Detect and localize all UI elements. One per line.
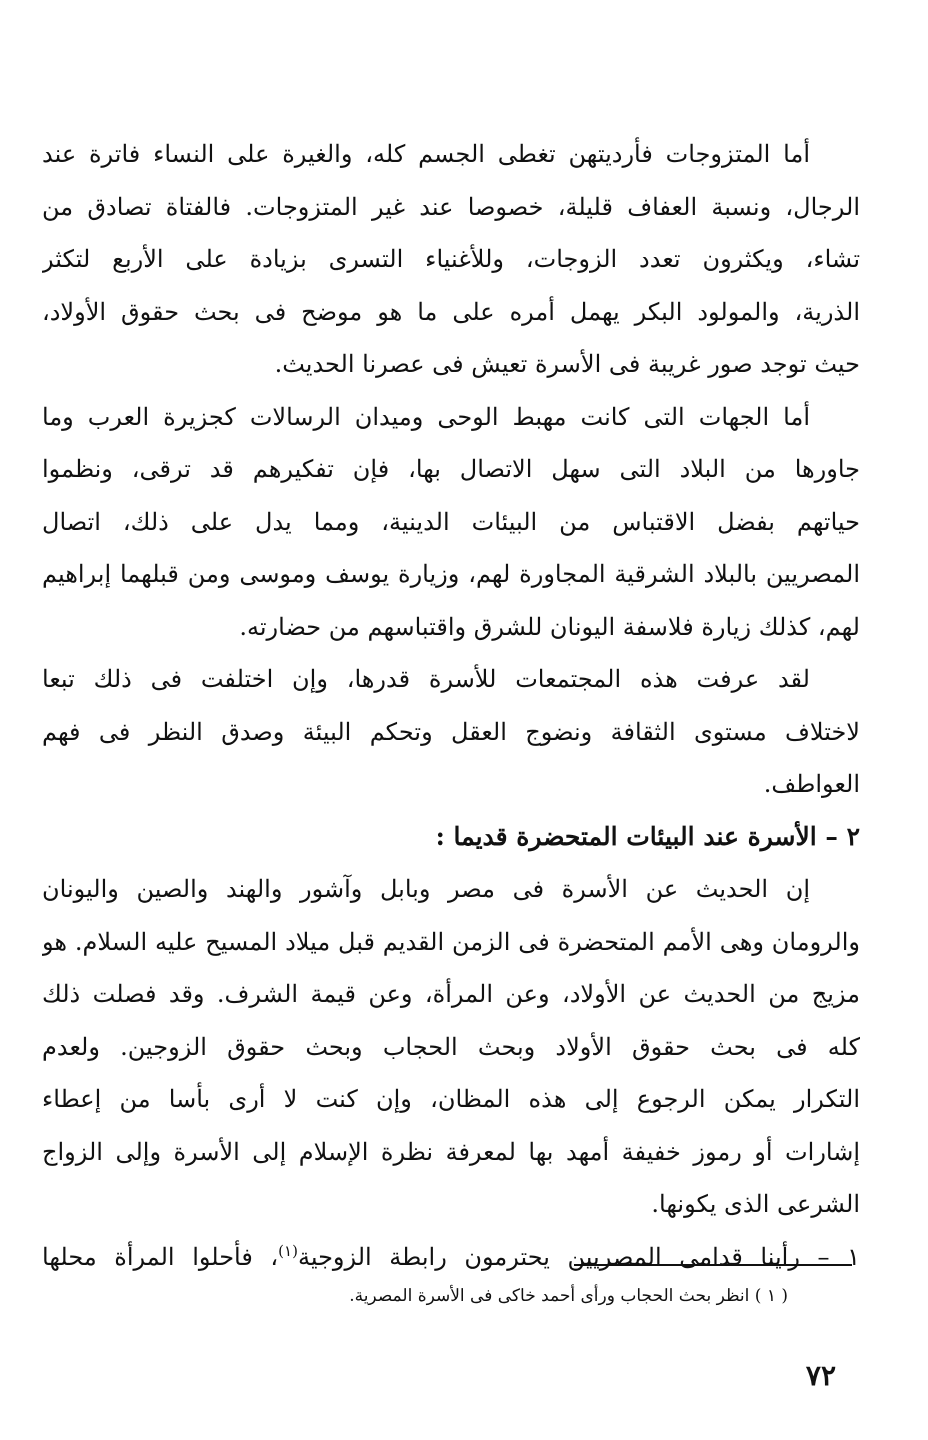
text-line: أما الجهات التى كانت مهبط الوحى وميدان الرسالات كجزيرة العرب وما — [42, 402, 810, 431]
text-line: العواطف. — [763, 770, 860, 798]
text-line: لهم، كذلك زيارة فلاسفة اليونان للشرق واقتباسهم من حضارته. — [239, 612, 860, 641]
text-line: أما المتزوجات فأرديتهن تغطى الجسم كله، والغيرة على النساء فاترة عند — [42, 140, 810, 168]
paragraph-2 — [42, 391, 860, 654]
text-line: والرومان وهى الأمم المتحضرة فى الزمن القديم قبل ميلاد المسيح عليه السلام. هو — [42, 927, 860, 956]
text-line: جاورها من البلاد التى سهل الاتصال بها، فإن تفكيرهم قد ترقى، ونظموا — [42, 455, 860, 483]
text-line: الرجال، ونسبة العفاف قليلة، خصوصا عند غير المتزوجات. فالفتاة تصادق من — [42, 192, 860, 221]
section-heading: ٢ – الأسرة عند البيئات المتحضرة قديما : — [435, 821, 860, 851]
text-line: الشرعى الذى يكونها. — [651, 1190, 860, 1218]
footnote-divider — [574, 1264, 852, 1266]
text-line: حياتهم بفضل الاقتباس من البيئات الدينية، ومما يدل على ذلك، اتصال — [42, 507, 860, 536]
text-line: تشاء، ويكثرون تعدد الزوجات، وللأغنياء التسرى بزيادة على الأربع لتكثر — [42, 245, 860, 273]
footnote: ( ١ ) انظر بحث الحجاب ورأى أحمد خاكى فى الأسرة المصرية. — [349, 1286, 788, 1306]
text-line: لقد عرفت هذه المجتمعات للأسرة قدرها، وإن اختلفت فى ذلك تبعا — [42, 665, 810, 693]
paragraph-1 — [42, 128, 860, 391]
text-line: إشارات أو رموز خفيفة أمهد بها لمعرفة نظرة الإسلام إلى الأسرة وإلى الزواج — [42, 1137, 860, 1166]
text-line: المصريين بالبلاد الشرقية المجاورة لهم، وزيارة يوسف وموسى ومن قبلهما إبراهيم — [42, 560, 860, 588]
text-line: مزيج من الحديث عن الأولاد، وعن المرأة، وعن قيمة الشرف. وقد فصلت ذلك — [42, 980, 860, 1008]
footnote-reference: (١) — [278, 1241, 298, 1260]
paragraph-3 — [42, 653, 860, 811]
numbered-item — [42, 1231, 860, 1284]
text-line: لاختلاف مستوى الثقافة ونضوج العقل وتحكم البيئة وصدق النظر فى فهم — [42, 717, 860, 746]
text-line: إن الحديث عن الأسرة فى مصر وبابل وآشور والهند والصين واليونان — [42, 875, 810, 903]
text-line: الذرية، والمولود البكر يهمل أمره على ما هو موضح فى بحث حقوق الأولاد، — [42, 297, 860, 326]
text-line: كله فى بحث حقوق الأولاد وبحث الحجاب وبحث حقوق الزوجين. ولعدم — [42, 1032, 860, 1061]
main-text — [42, 128, 860, 1283]
item-text: ١ – رأينا قدامى المصريين يحترمون رابطة الزوجية — [297, 1242, 860, 1271]
paragraph-4 — [42, 863, 860, 1231]
item-text-continued: ، فأحلوا المرأة محلها — [42, 1242, 279, 1271]
text-line: حيث توجد صور غريبة فى الأسرة تعيش فى عصرنا الحديث. — [274, 350, 860, 378]
page-number: ٧٢ — [805, 1359, 836, 1392]
text-line: التكرار يمكن الرجوع إلى هذه المظان، وإن كنت لا أرى بأسا من إعطاء — [42, 1085, 860, 1113]
